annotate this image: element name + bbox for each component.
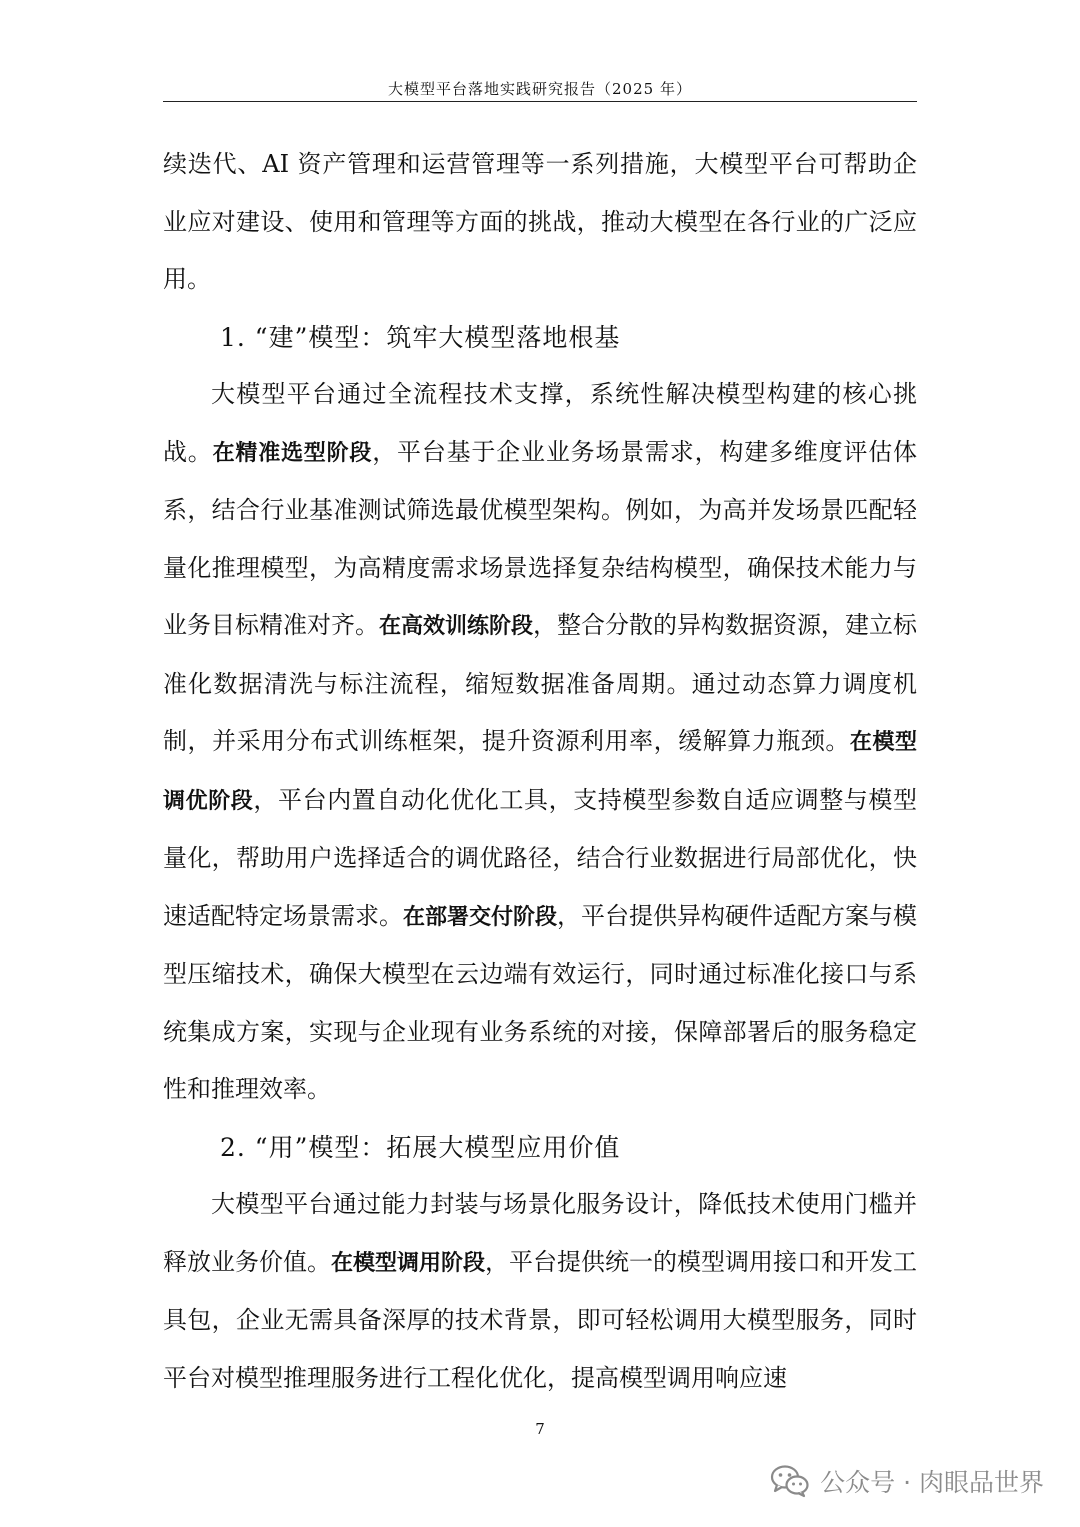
paragraph-use bbox=[163, 1176, 917, 1407]
text-run: ，平台提供异构硬件适配方案与模型压缩技术，确保大模型在云边端有效运行，同时通过标准化接口与系统集成方案，实现与企业现有业务系统的对接，保障部署后的服务稳定性和推理效率。 bbox=[163, 901, 918, 1103]
paragraph-intro: 续迭代、AI 资产管理和运营管理等一系列措施，大模型平台可帮助企业应对建设、使用和管理等方面的挑战，推动大模型在各行业的广泛应用。 bbox=[163, 150, 917, 293]
text-run: ，平台基于企业业务场景需求，构建多维度评估体系，结合行业基准测试筛选最优模型架构。例如，为高并发场景匹配轻量化推理模型，为高精度需求场景选择复杂结构模型，确保技术能力与业务目标精准对齐。 bbox=[163, 437, 918, 639]
watermark-text: 公众号 · 肉眼品世界 bbox=[820, 1468, 1044, 1497]
emphasis-model-invocation: 在模型调用阶段 bbox=[331, 1250, 486, 1276]
emphasis-tuning: 在模型调优阶段 bbox=[163, 730, 917, 814]
paragraph-build bbox=[163, 366, 917, 1119]
text-run: 大模型平台通过能力封装与场景化服务设计，降低技术使用门槛并释放业务价值。 bbox=[163, 1190, 917, 1276]
header-rule bbox=[163, 101, 917, 102]
watermark bbox=[770, 1463, 1044, 1499]
wechat-icon bbox=[770, 1464, 810, 1498]
page-number: 7 bbox=[535, 1420, 545, 1438]
text-run: ，整合分散的异构数据资源，建立标准化数据清洗与标注流程，缩短数据准备周期。通过动态算力调度机制，并采用分布式训练框架，提升资源利用率，缓解算力瓶颈。 bbox=[163, 611, 918, 755]
text-run: 大模型平台通过全流程技术支撑，系统性解决模型构建的核心挑战。 bbox=[163, 380, 917, 466]
text-run: ，平台提供统一的模型调用接口和开发工具包，企业无需具备深厚的技术背景，即可轻松调用大模型服务，同时平台对模型推理服务进行工程化优化，提高模型调用响应速 bbox=[163, 1247, 918, 1392]
emphasis-deployment: 在部署交付阶段 bbox=[403, 904, 558, 930]
text-run: ，平台内置自动化优化工具，支持模型参数自适应调整与模型量化，帮助用户选择适合的调优路径，结合行业数据进行局部优化，快速适配特定场景需求。 bbox=[163, 785, 917, 930]
page-header: 大模型平台落地实践研究报告（2025 年） bbox=[388, 80, 692, 98]
emphasis-training: 在高效训练阶段 bbox=[379, 614, 534, 639]
emphasis-model-selection: 在精准选型阶段 bbox=[212, 440, 373, 466]
document-body bbox=[163, 136, 917, 1407]
section-heading-use: 2. “用”模型：拓展大模型应用价值 bbox=[220, 1132, 621, 1162]
section-heading-build: 1. “建”模型：筑牢大模型落地根基 bbox=[220, 322, 621, 352]
